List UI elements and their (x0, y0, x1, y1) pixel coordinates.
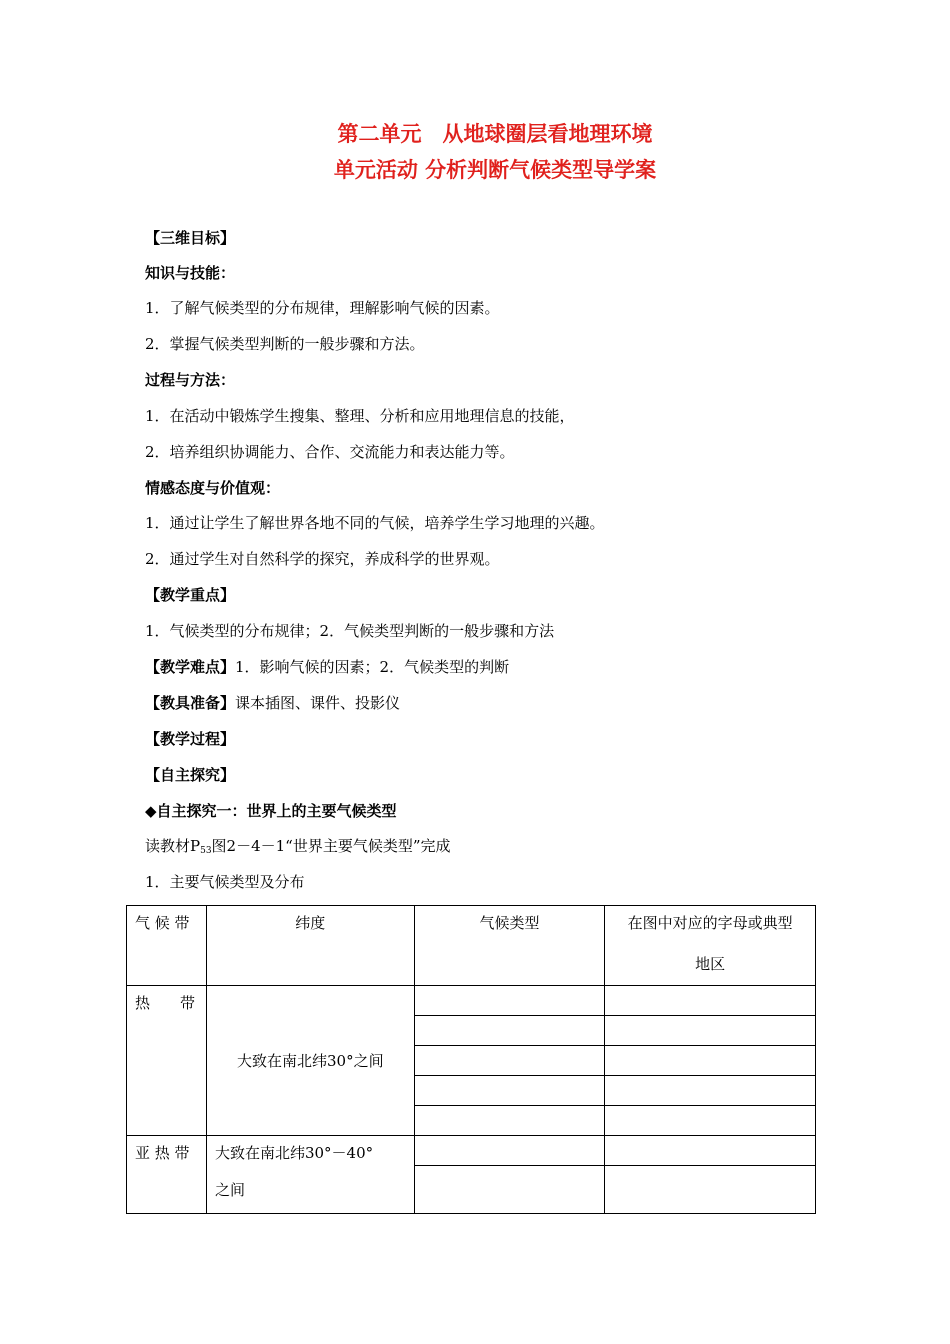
emotion-item-1: 1．通过让学生了解世界各地不同的气候，培养学生学习地理的兴趣。 (145, 514, 605, 532)
latitude-subtropical-text-1: 大致在南北纬30°－40° (214, 1144, 374, 1162)
table-row (127, 1136, 816, 1166)
difficult-points-line (145, 656, 509, 678)
tools-line (145, 692, 400, 714)
climate-table (126, 905, 816, 1214)
latitude-subtropical-text-2: 之间 (214, 1181, 245, 1199)
header-region-text-1: 在图中对应的字母或典型 (627, 914, 793, 932)
emotion-item-2: 2．通过学生对自然科学的探究，养成科学的世界观。 (145, 550, 500, 568)
header-cell-latitude (206, 906, 414, 986)
table-header-row (127, 906, 816, 986)
reading-post: 图2－4－1“世界主要气候类型”完成 (211, 837, 451, 855)
answer-cell[interactable] (414, 1136, 605, 1166)
section-difficult: 【教学难点】 (145, 658, 236, 676)
header-cell-zone (127, 906, 207, 986)
difficult-text: 1．影响气候的因素；2．气候类型的判断 (235, 658, 510, 676)
zone-cell-subtropical (127, 1136, 207, 1214)
reading-pre: 读教材P (145, 837, 201, 855)
answer-cell[interactable] (605, 1046, 816, 1076)
answer-cell[interactable] (605, 1016, 816, 1046)
section-tools: 【教具准备】 (145, 694, 236, 712)
answer-cell[interactable] (605, 986, 816, 1016)
header-climate-text: 气候类型 (479, 914, 540, 932)
page-subscript: 53 (200, 846, 212, 856)
explore-one-heading: ◆自主探究一：世界上的主要气候类型 (145, 802, 397, 820)
latitude-cell-subtropical (206, 1136, 414, 1214)
answer-cell[interactable] (414, 986, 605, 1016)
table-row (127, 986, 816, 1016)
section-teaching-process: 【教学过程】 (145, 730, 236, 748)
process-item-1: 1．在活动中锻炼学生搜集、整理、分析和应用地理信息的技能， (145, 407, 575, 425)
heading-knowledge: 知识与技能： (145, 264, 236, 282)
key-points-text: 1．气候类型的分布规律；2．气候类型判断的一般步骤和方法 (145, 622, 555, 640)
header-cell-region (605, 906, 816, 986)
tools-text: 课本插图、课件、投影仪 (235, 694, 401, 712)
answer-cell[interactable] (414, 1076, 605, 1106)
title-line-1: 第二单元 从地球圈层看地理环境 (337, 122, 653, 146)
latitude-cell-tropical (206, 986, 414, 1136)
reading-instruction (145, 835, 451, 862)
zone-subtropical-text: 亚 热 带 (135, 1144, 190, 1162)
section-self-explore: 【自主探究】 (145, 766, 236, 784)
heading-process: 过程与方法： (145, 371, 236, 389)
knowledge-item-1: 1．了解气候类型的分布规律，理解影响气候的因素。 (145, 299, 500, 317)
answer-cell[interactable] (414, 1016, 605, 1046)
process-item-2: 2．培养组织协调能力、合作、交流能力和表达能力等。 (145, 443, 515, 461)
answer-cell[interactable] (414, 1106, 605, 1136)
header-region-text-2: 地区 (695, 955, 726, 973)
item-1-heading: 1．主要气候类型及分布 (145, 873, 305, 891)
zone-cell-tropical (127, 986, 207, 1136)
answer-cell[interactable] (414, 1166, 605, 1214)
header-latitude-text: 纬度 (295, 914, 326, 932)
answer-cell[interactable] (605, 1136, 816, 1166)
answer-cell[interactable] (605, 1076, 816, 1106)
zone-tropical-text: 热 带 (135, 994, 196, 1012)
latitude-tropical-text: 大致在南北纬30°之间 (236, 1052, 384, 1070)
section-key-points: 【教学重点】 (145, 586, 236, 604)
heading-emotion: 情感态度与价值观： (145, 479, 281, 497)
title-line-2: 单元活动 分析判断气候类型导学案 (333, 158, 657, 182)
section-goals: 【三维目标】 (145, 229, 236, 247)
knowledge-item-2: 2．掌握气候类型判断的一般步骤和方法。 (145, 335, 425, 353)
answer-cell[interactable] (605, 1166, 816, 1214)
header-cell-climate-type (414, 906, 605, 986)
answer-cell[interactable] (605, 1106, 816, 1136)
header-zone-text: 气 候 带 (135, 914, 190, 932)
answer-cell[interactable] (414, 1046, 605, 1076)
